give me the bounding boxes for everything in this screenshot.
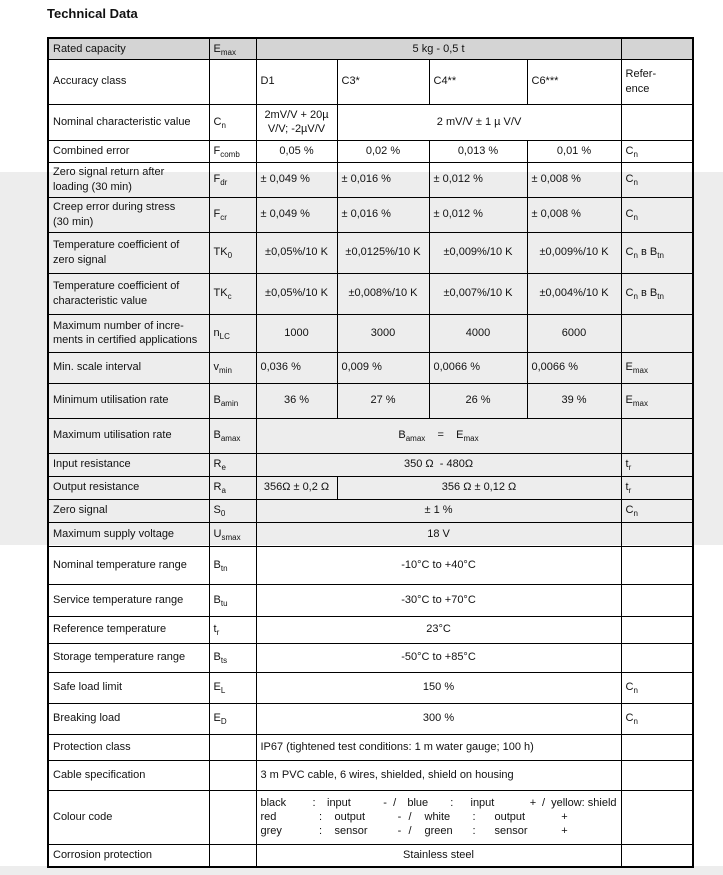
reference — [621, 760, 693, 790]
table-row — [48, 616, 693, 643]
table-row — [48, 59, 693, 104]
row-label: Protection class — [48, 734, 209, 760]
table-cell: 300 % — [256, 703, 621, 734]
reference: $E_{max}$ — [621, 383, 693, 418]
reference: $E_{max}$ — [621, 352, 693, 383]
row-label: Safe load limit — [48, 672, 209, 703]
table-row — [48, 383, 693, 418]
table-row — [48, 476, 693, 499]
table-cell: 0,013 % — [429, 140, 527, 162]
table-cell: 27 % — [337, 383, 429, 418]
table-cell: 3 m PVC cable, 6 wires, shielded, shield on housing — [256, 760, 621, 790]
row-label: Nominal temperature range — [48, 546, 209, 584]
table-cell: ± 0,049 % — [256, 162, 337, 197]
table-cell: C4** — [429, 59, 527, 104]
table-row — [48, 352, 693, 383]
table-row — [48, 546, 693, 584]
table-row — [48, 232, 693, 273]
row-label: Corrosion protection — [48, 844, 209, 867]
reference: $t_r$ — [621, 453, 693, 476]
table-cell: D1 — [256, 59, 337, 104]
symbol: $B_{ts}$ — [209, 643, 256, 672]
table-cell: 2 mV/V ± 1 µ V/V — [337, 104, 621, 140]
symbol — [209, 760, 256, 790]
table-row — [48, 760, 693, 790]
page-title: Technical Data — [47, 6, 138, 21]
table-cell: ±0,004%/10 K — [527, 273, 621, 314]
symbol: $F_{comb}$ — [209, 140, 256, 162]
row-label: Zero signal return after loading (30 min) — [48, 162, 209, 197]
table-cell: 26 % — [429, 383, 527, 418]
table-cell: ±0,0125%/10 K — [337, 232, 429, 273]
symbol: $TK_0$ — [209, 232, 256, 273]
table-body — [48, 38, 693, 867]
table-cell: 150 % — [256, 672, 621, 703]
table-cell: ±0,008%/10 K — [337, 273, 429, 314]
row-label: Colour code — [48, 790, 209, 844]
table-cell: 39 % — [527, 383, 621, 418]
row-label: Breaking load — [48, 703, 209, 734]
colour-code-line: red : output - / white : output + — [260, 810, 568, 823]
table-cell: 0,01 % — [527, 140, 621, 162]
table-row — [48, 273, 693, 314]
symbol: $R_a$ — [209, 476, 256, 499]
table-cell: ±0,05%/10 K — [256, 232, 337, 273]
symbol — [209, 844, 256, 867]
row-label: Nominal characteristic value — [48, 104, 209, 140]
symbol: $E_D$ — [209, 703, 256, 734]
row-label: Rated capacity — [48, 38, 209, 59]
table-cell: 18 V — [256, 522, 621, 546]
table-row — [48, 104, 693, 140]
table-cell: ±0,009%/10 K — [429, 232, 527, 273]
symbol: $F_{cr}$ — [209, 197, 256, 232]
table-cell: ± 1 % — [256, 499, 621, 522]
reference: $C_n$ — [621, 672, 693, 703]
reference: $C_n$ в $B_{tn}$ — [621, 273, 693, 314]
reference: $C_n$ в $B_{tn}$ — [621, 232, 693, 273]
symbol: $S_0$ — [209, 499, 256, 522]
table-cell — [256, 790, 621, 844]
symbol: $B_{amax}$ — [209, 418, 256, 453]
table-cell: 0,0066 % — [429, 352, 527, 383]
table-cell: 0,02 % — [337, 140, 429, 162]
table-cell: 356Ω ± 0,2 Ω — [256, 476, 337, 499]
table-cell: 5 kg - 0,5 t — [256, 38, 621, 59]
table-cell: 0,036 % — [256, 352, 337, 383]
row-label: Maximum supply voltage — [48, 522, 209, 546]
table-row — [48, 844, 693, 867]
table-cell: 356 Ω ± 0,12 Ω — [337, 476, 621, 499]
table-cell: 0,009 % — [337, 352, 429, 383]
reference — [621, 522, 693, 546]
reference: $C_n$ — [621, 499, 693, 522]
table-cell: ± 0,008 % — [527, 162, 621, 197]
table-row — [48, 38, 693, 59]
table-cell: 4000 — [429, 314, 527, 352]
table-cell: 23°C — [256, 616, 621, 643]
reference: $C_n$ — [621, 140, 693, 162]
row-label: Reference temperature — [48, 616, 209, 643]
row-label: Temperature coefficient of zero signal — [48, 232, 209, 273]
reference — [621, 546, 693, 584]
table-cell: ±0,009%/10 K — [527, 232, 621, 273]
table-row — [48, 314, 693, 352]
symbol: $v_{min}$ — [209, 352, 256, 383]
row-label: Cable specification — [48, 760, 209, 790]
table-cell: 3000 — [337, 314, 429, 352]
table-row — [48, 643, 693, 672]
table-cell: ±0,007%/10 K — [429, 273, 527, 314]
table-row — [48, 734, 693, 760]
table-cell: Stainless steel — [256, 844, 621, 867]
symbol: $B_{tu}$ — [209, 584, 256, 616]
table-cell: -50°C to +85°C — [256, 643, 621, 672]
table-cell: 0,0066 % — [527, 352, 621, 383]
colour-code-line: black : input - / blue : input + / yellow: shield — [260, 796, 617, 809]
table-cell: C3* — [337, 59, 429, 104]
reference: $t_r$ — [621, 476, 693, 499]
symbol: $C_n$ — [209, 104, 256, 140]
table-cell: ±0,05%/10 K — [256, 273, 337, 314]
symbol: $E_L$ — [209, 672, 256, 703]
row-label: Maximum number of incre- ments in certified applications — [48, 314, 209, 352]
reference — [621, 418, 693, 453]
reference — [621, 844, 693, 867]
table-cell: C6*** — [527, 59, 621, 104]
table-cell: 2mV/V + 20µ V/V; -2µV/V — [256, 104, 337, 140]
technical-data-table — [47, 37, 694, 868]
table-cell: -30°C to +70°C — [256, 584, 621, 616]
table-row — [48, 790, 693, 844]
table-cell: ± 0,008 % — [527, 197, 621, 232]
row-label: Combined error — [48, 140, 209, 162]
reference — [621, 38, 693, 59]
symbol: $E_{max}$ — [209, 38, 256, 59]
table-cell: 36 % — [256, 383, 337, 418]
table-cell: -10°C to +40°C — [256, 546, 621, 584]
table-cell: ± 0,016 % — [337, 197, 429, 232]
table-cell: $B_{amax}$ = $E_{max}$ — [256, 418, 621, 453]
row-label: Accuracy class — [48, 59, 209, 104]
table-row — [48, 418, 693, 453]
row-label: Input resistance — [48, 453, 209, 476]
table-row — [48, 140, 693, 162]
symbol — [209, 790, 256, 844]
reference — [621, 643, 693, 672]
reference: $C_n$ — [621, 197, 693, 232]
symbol: $R_e$ — [209, 453, 256, 476]
table-row — [48, 672, 693, 703]
table-cell: ± 0,016 % — [337, 162, 429, 197]
row-label: Output resistance — [48, 476, 209, 499]
reference — [621, 616, 693, 643]
row-label: Minimum utilisation rate — [48, 383, 209, 418]
symbol: $U_{smax}$ — [209, 522, 256, 546]
table-row — [48, 197, 693, 232]
reference: $C_n$ — [621, 162, 693, 197]
row-label: Creep error during stress (30 min) — [48, 197, 209, 232]
row-label: Temperature coefficient of characteristic value — [48, 273, 209, 314]
reference — [621, 584, 693, 616]
symbol — [209, 734, 256, 760]
row-label: Maximum utilisation rate — [48, 418, 209, 453]
table-row — [48, 703, 693, 734]
table-cell: 1000 — [256, 314, 337, 352]
row-label: Zero signal — [48, 499, 209, 522]
colour-code-line: grey : sensor - / green : sensor + — [260, 825, 568, 838]
reference: Refer- ence — [621, 59, 693, 104]
symbol: $F_{dr}$ — [209, 162, 256, 197]
table-cell: 0,05 % — [256, 140, 337, 162]
symbol: $B_{amin}$ — [209, 383, 256, 418]
table-row — [48, 453, 693, 476]
row-label: Service temperature range — [48, 584, 209, 616]
symbol: $TK_c$ — [209, 273, 256, 314]
table-row — [48, 499, 693, 522]
table-cell: IP67 (tightened test conditions: 1 m water gauge; 100 h) — [256, 734, 621, 760]
table-cell: 6000 — [527, 314, 621, 352]
table-row — [48, 162, 693, 197]
symbol — [209, 59, 256, 104]
row-label: Min. scale interval — [48, 352, 209, 383]
reference — [621, 790, 693, 844]
symbol: $t_r$ — [209, 616, 256, 643]
symbol: $n_{LC}$ — [209, 314, 256, 352]
reference — [621, 314, 693, 352]
table-cell: ± 0,049 % — [256, 197, 337, 232]
table-cell: ± 0,012 % — [429, 197, 527, 232]
reference — [621, 734, 693, 760]
reference: $C_n$ — [621, 703, 693, 734]
row-label: Storage temperature range — [48, 643, 209, 672]
table-cell: 350 Ω - 480Ω — [256, 453, 621, 476]
table-cell: ± 0,012 % — [429, 162, 527, 197]
table-row — [48, 522, 693, 546]
symbol: $B_{tn}$ — [209, 546, 256, 584]
table-row — [48, 584, 693, 616]
reference — [621, 104, 693, 140]
